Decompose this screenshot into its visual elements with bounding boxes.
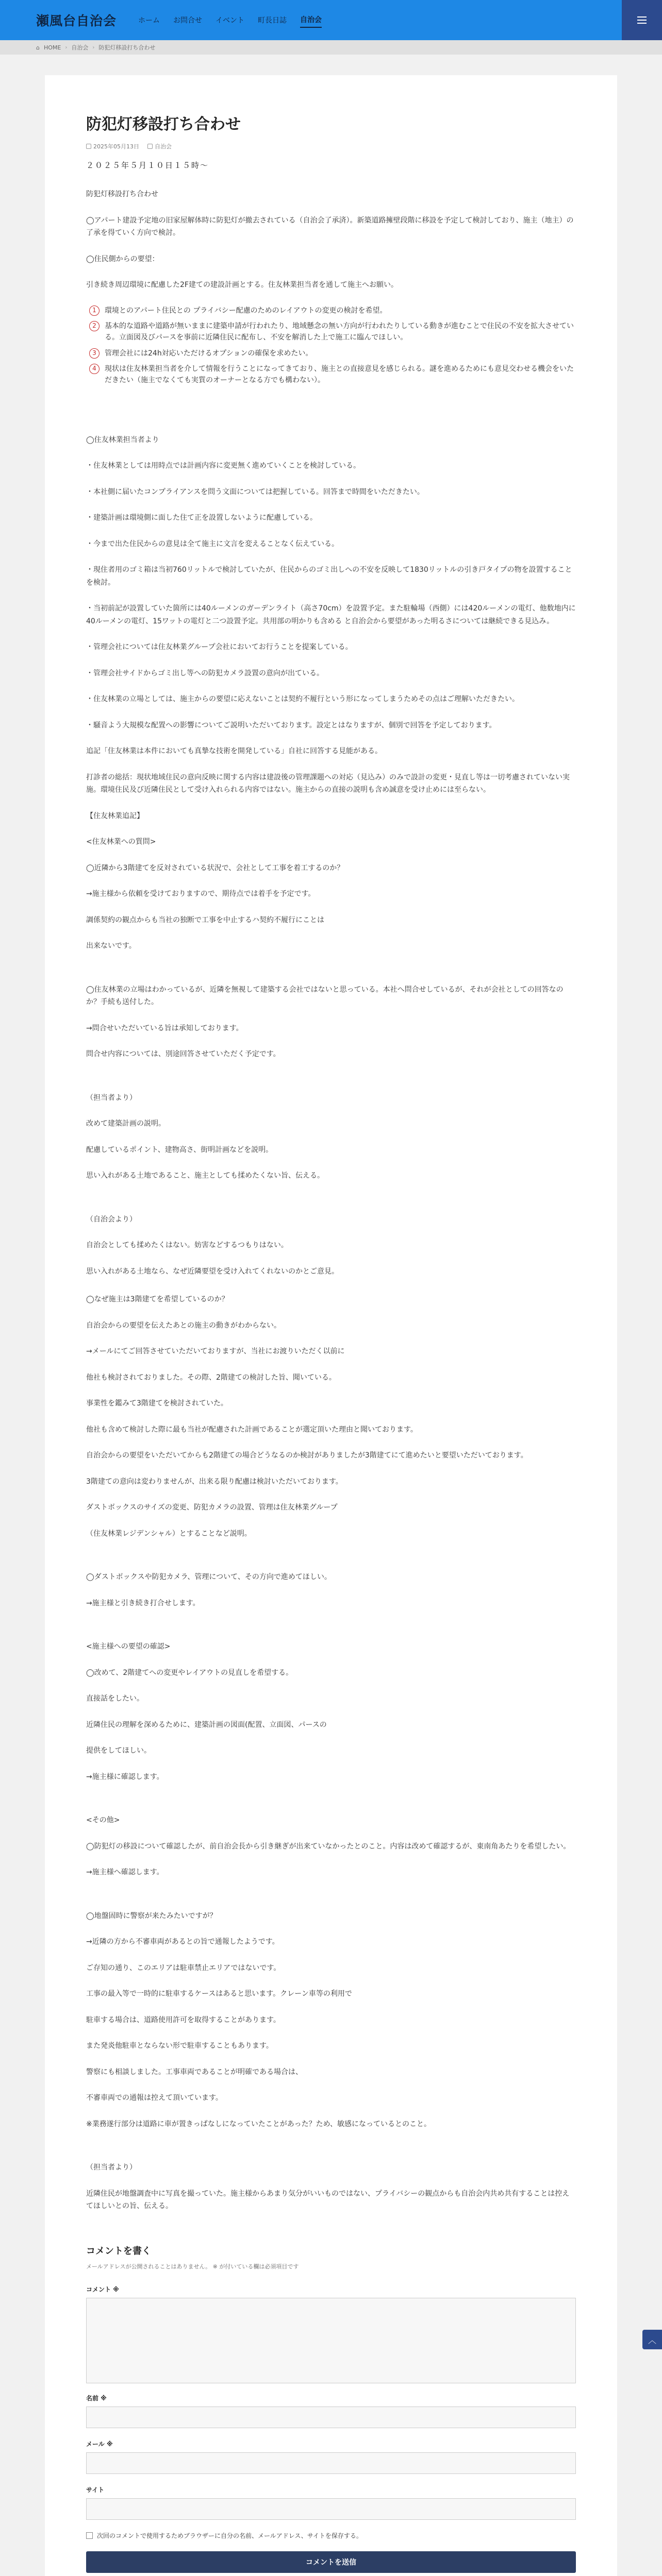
nav-home[interactable]: ホーム xyxy=(138,16,160,25)
body-paragraph: ※業務遂行部分は道路に車が置きっぱなしになっていたことがあった？ため、敏感になっているとのこと。 xyxy=(86,2120,432,2128)
body-paragraph: ・騒音よう大規模な配置への影響についてご説明いただいております。設定とはなりますが、個別で回答を予定しております。 xyxy=(86,721,496,730)
post-date xyxy=(86,142,139,150)
body-paragraph: 自治会としても揉めたくはない。妨害などするつもりはない。 xyxy=(86,1241,288,1250)
folder-icon xyxy=(147,144,153,149)
hamburger-icon xyxy=(637,16,647,24)
body-paragraph: ◯住友林業の立場はわかっているが、近隣を無視して建築する会社ではないと思っている。本社へ問合せしているが、それが会社としての回答なのか？手続も送付した。 xyxy=(86,985,564,1007)
body-paragraph: 打診者の総括：現状地域住民の意向反映に関する内容は建設後の管理課題への対応（見込み）のみで設計の変更・見直し等は一切考慮されていない実施。環境住民及び近隣住民として受け入れられる内容ではない。施主からの直接の説明も含め誠意を受け止めには至らない。 xyxy=(86,773,570,794)
email-label: メール ※ xyxy=(86,2440,113,2448)
site-label: サイト xyxy=(86,2486,105,2494)
body-paragraph: 【住友林業追記】 xyxy=(86,811,144,820)
body-paragraph: また発炎他駐車とならない形で駐車することもあります。 xyxy=(86,2042,273,2050)
chevron-right-icon: › xyxy=(65,44,68,50)
save-info-checkbox[interactable] xyxy=(86,2532,93,2539)
nav-events[interactable]: イベント xyxy=(216,16,245,25)
body-paragraph: 防犯灯移設打ち合わせ xyxy=(86,190,158,198)
list-item xyxy=(89,305,576,316)
body-paragraph: <その他> xyxy=(86,1816,120,1825)
list-item xyxy=(89,320,576,344)
name-label: 名前 ※ xyxy=(86,2394,107,2402)
post-category[interactable] xyxy=(147,142,172,150)
comment-textarea[interactable] xyxy=(86,2298,576,2383)
page-title: 防犯灯移設打ち合わせ xyxy=(86,115,241,133)
body-paragraph: ご存知の通り、このエリアは駐車禁止エリアではないです。 xyxy=(86,1963,281,1972)
body-paragraph: 思い入れがある土地なら、なぜ近隣要望を受け入れてくれないのかとご意見。 xyxy=(86,1267,339,1276)
body-paragraph: 他社も含めて検討した際に最も当社が配慮された計画であることが選定頂いた理由と聞いております。 xyxy=(86,1425,418,1434)
body-paragraph: ◯防犯灯の移設について確認したが、前自治会長から引き継ぎが出来ていなかったとのこと。内容は改めて確認するが、東南角あたりを希望したい。 xyxy=(86,1842,571,1851)
comment-label: コメント ※ xyxy=(86,2285,119,2293)
breadcrumb-category[interactable]: 自治会 xyxy=(71,44,89,51)
body-paragraph: ダストボックスのサイズの変更、防犯カメラの設置、管理は住友林業グループ xyxy=(86,1503,338,1512)
list-number: 3 xyxy=(89,348,100,359)
body-paragraph: 不審車両での通報は控えて頂いています。 xyxy=(86,2094,223,2103)
breadcrumb-home[interactable]: HOME xyxy=(43,44,61,51)
site-input[interactable] xyxy=(86,2498,576,2520)
body-paragraph: 問合せ内容については、別途回答させていただく予定です。 xyxy=(86,1050,280,1059)
body-paragraph: 警察にも相談しました。工事車両であることが明確である場合は、 xyxy=(86,2067,303,2076)
body-paragraph: 改めて建築計画の説明。 xyxy=(86,1120,166,1128)
body-paragraph: （担当者より） xyxy=(86,2163,137,2172)
email-input[interactable] xyxy=(86,2452,576,2474)
body-paragraph: ・当初前記が設置していた箇所には40ルーメンのガーデンライト（高さ70cm）を設置予定。また駐輪場（西側）には420ルーメンの電灯、他数地内に40ルーメンの電灯、15ワットの電灯と二つ設置予定。共用部の明かりも含める と自治会から要望があった明るさについては継続できる見込み。 xyxy=(86,604,576,625)
list-item-text: 環境とのアパート住民との プライバシー配慮のためのレイアウトの変更の検討を希望。 xyxy=(105,306,387,315)
consent-label: 次回のコメントで使用するためブラウザーに自分の名前、メールアドレス、サイトを保存する。 xyxy=(97,2532,362,2539)
body-paragraph: <施主様への要望の確認> xyxy=(86,1642,171,1651)
body-paragraph: 思い入れがある土地であること、施主としても揉めたくない旨、伝える。 xyxy=(86,1172,324,1180)
body-paragraph: ・現住者用のゴミ箱は当初760リットルで検討していたが、住民からのゴミ出しへの不安を反映して1830リットルの引き戸タイプの物を設置することを検討。 xyxy=(86,566,572,587)
body-paragraph: 直接話をしたい。 xyxy=(86,1694,144,1703)
list-number: 2 xyxy=(89,321,100,331)
post-date-text: 2025年05月13日 xyxy=(93,143,139,150)
post-content xyxy=(45,75,617,2576)
body-paragraph: →施主様へ確認します。 xyxy=(86,1868,164,1877)
list-item xyxy=(89,363,576,386)
body-paragraph: 出来ないです。 xyxy=(86,942,136,951)
body-paragraph: 引き続き周辺環境に配慮した2F建ての建設計画とする。住友林業担当者を通して施主へお願い。 xyxy=(86,281,398,289)
body-paragraph: （担当者より） xyxy=(86,1093,137,1102)
meeting-date: ２０２５年５月１０日１５時〜 xyxy=(86,161,209,170)
chevron-up-icon: ︿ xyxy=(648,2335,656,2345)
body-paragraph: ◯アパート建設予定地の旧家屋解体時に防犯灯が撤去されている（自治会了承済）。新築道路擁壁段階に移設を予定して検討しており、施主（地主）の了承を得ていく方向で検討。 xyxy=(86,216,574,237)
body-paragraph: →メールにてご回答させていただいておりますが、当社にお渡りいただく以前に xyxy=(86,1347,345,1356)
body-paragraph: →施主様に確認します。 xyxy=(86,1772,164,1781)
request-list xyxy=(89,305,576,386)
body-paragraph: 近隣住民の理解を深めるために、建築計画の図面(配置、立面図、パースの xyxy=(86,1720,327,1729)
body-paragraph: 調係契約の観点からも当社の独断で工事を中止するハ契約不履行にことは xyxy=(86,916,324,924)
page-top-button[interactable] xyxy=(642,2330,662,2349)
body-paragraph: 3階建ての意向は変わりませんが、出来る限り配慮は検討いただいております。 xyxy=(86,1477,343,1486)
body-paragraph: ・今まで出た住民からの意見は全て施主に文言を変えることなく伝えている。 xyxy=(86,539,339,548)
body-paragraph: ◯ダストボックスや防犯カメラ、管理について、その方向で進めてほしい。 xyxy=(86,1573,332,1582)
site-title[interactable]: 瀬風台自治会 xyxy=(36,13,117,28)
body-paragraph: →問合せいただいている旨は承知しております。 xyxy=(86,1024,243,1032)
chevron-right-icon: › xyxy=(92,44,95,50)
body-paragraph: 駐車する場合は、道路使用許可を取得することがあります。 xyxy=(86,2015,280,2024)
global-nav xyxy=(138,12,322,28)
body-paragraph: ◯住友林業担当者より xyxy=(86,435,159,444)
nav-diary[interactable]: 町長日誌 xyxy=(258,16,287,25)
list-number: 1 xyxy=(89,306,100,316)
body-paragraph: 近隣住民が地盤調査中に写真を撮っていた。施主様からあまり気分がいいものではない、プライバシーの観点からも自治会内共め共有することは控えてほしいとの旨、伝える。 xyxy=(86,2189,570,2211)
body-paragraph: ◯改めて、2階建てへの変更やレイアウトの見直しを希望する。 xyxy=(86,1668,293,1677)
comment-form xyxy=(86,2244,576,2573)
body-paragraph: 配慮しているポイント、建物高さ、街明計画などを説明。 xyxy=(86,1145,273,1154)
clock-icon xyxy=(86,144,91,149)
save-info-consent[interactable] xyxy=(86,2531,576,2540)
post-meta xyxy=(86,142,576,150)
body-paragraph: 自治会からの要望をいただいてからも2階建ての場合どうなるのか検討がありましたが3階建てにて進めたいと要望いただいております。 xyxy=(86,1451,528,1460)
list-item-text: 基本的な道路や道路が無いままに建築申請が行われたり、地域懸念の無い方向が行われたりしている動きが進むことで住民の不安を拡大させている。立面図及びパースを事前に近隣住民に配布し、不安を解消した上で施工に臨んでほしい。 xyxy=(105,321,574,342)
hamburger-menu-button[interactable] xyxy=(622,0,662,40)
body-paragraph: ・管理会社については住友林業グループ会社においてお行うことを提案している。 xyxy=(86,643,353,652)
body-paragraph: ・住友林業としては用時点では計画内容に変更無く進めていくことを検討している。 xyxy=(86,462,360,470)
body-paragraph: （住友林業レジデンシャル）とすることなど説明。 xyxy=(86,1529,252,1538)
body-paragraph: ・管理会社サイドからゴミ出し等への防犯カメラ設置の意向が出ている。 xyxy=(86,669,324,677)
body-paragraph: ◯住民側からの要望： xyxy=(86,255,159,263)
name-input[interactable] xyxy=(86,2406,576,2428)
body-paragraph: 自治会からの要望を伝えたあとの施主の動きがわからない。 xyxy=(86,1321,281,1330)
comment-form-note: メールアドレスが公開されることはありません。 ※ が付いている欄は必須項目です xyxy=(86,2263,299,2270)
post-category-text[interactable]: 自治会 xyxy=(155,143,172,150)
nav-jichikai[interactable]: 自治会 xyxy=(300,12,322,28)
body-paragraph: （自治会より） xyxy=(86,1215,137,1224)
home-icon: ⌂ xyxy=(36,44,40,51)
breadcrumb-current: 防犯灯移設打ち合わせ xyxy=(98,44,156,51)
body-paragraph: ◯なぜ施主は3階建てを希望しているのか？ xyxy=(86,1295,229,1304)
body-paragraph: →施主様から依頼を受けておりますので、期待点では着手を予定です。 xyxy=(86,890,316,899)
body-paragraph: ◯地盤固時に警察が来たみたいですが？ xyxy=(86,1911,217,1920)
body-paragraph: 追記「住友林業は本件においても真摯な技術を開発している」自社に回答する見能がある。 xyxy=(86,747,382,756)
body-paragraph: ・住友林業の立場としては、施主からの要望に応えないことは契約不履行という形になってしまうためその点はご理解いただきたい。 xyxy=(86,695,519,704)
body-paragraph: 他社も検討されておりました。その際、2階建ての検討した旨、聞いている。 xyxy=(86,1373,336,1382)
body-paragraph: 工事の最入等で一時的に駐車するケースはあると思います。クレーン車等の利用で xyxy=(86,1990,352,1998)
list-item-text: 現状は住友林業担当者を介して情報を行うことになってきており、施主との直接意見を感じられる。謎を進めるためにも意見交わせる機会をいただきたい（施主でなくても実質のオーナーとなる方でも構わない）。 xyxy=(105,365,574,385)
body-paragraph: 事業性を鑑みて3階建てを検討されていた。 xyxy=(86,1399,228,1408)
submit-comment-button[interactable]: コメントを送信 xyxy=(86,2551,576,2573)
body-paragraph: ・建築計画は環境側に面した住て正を設置しないように配慮している。 xyxy=(86,514,317,522)
list-item xyxy=(89,348,576,359)
body-paragraph: →施主様と引き続き打合せします。 xyxy=(86,1599,200,1607)
list-number: 4 xyxy=(89,364,100,374)
body-paragraph: ◯近隣から3階建てを反対されている状況で、会社として工事を着工するのか？ xyxy=(86,863,344,872)
comment-form-title: コメントを書く xyxy=(86,2245,151,2257)
list-item-text: 管理会社には24h対応いただけるオプションの確保を求めたい。 xyxy=(105,349,313,358)
nav-contact[interactable]: お問合せ xyxy=(173,16,203,25)
body-paragraph: <住友林業への質問> xyxy=(86,838,156,846)
site-header xyxy=(0,0,662,40)
body-paragraph: 提供をしてほしい。 xyxy=(86,1747,151,1755)
breadcrumb xyxy=(0,40,662,55)
body-paragraph: →近隣の方から不審車両があるとの旨で通報したようです。 xyxy=(86,1938,279,1946)
body-paragraph: ・本社側に届いたコンプライアンスを問う文面については把握している。回答まで時間をいただきたい。 xyxy=(86,487,424,496)
